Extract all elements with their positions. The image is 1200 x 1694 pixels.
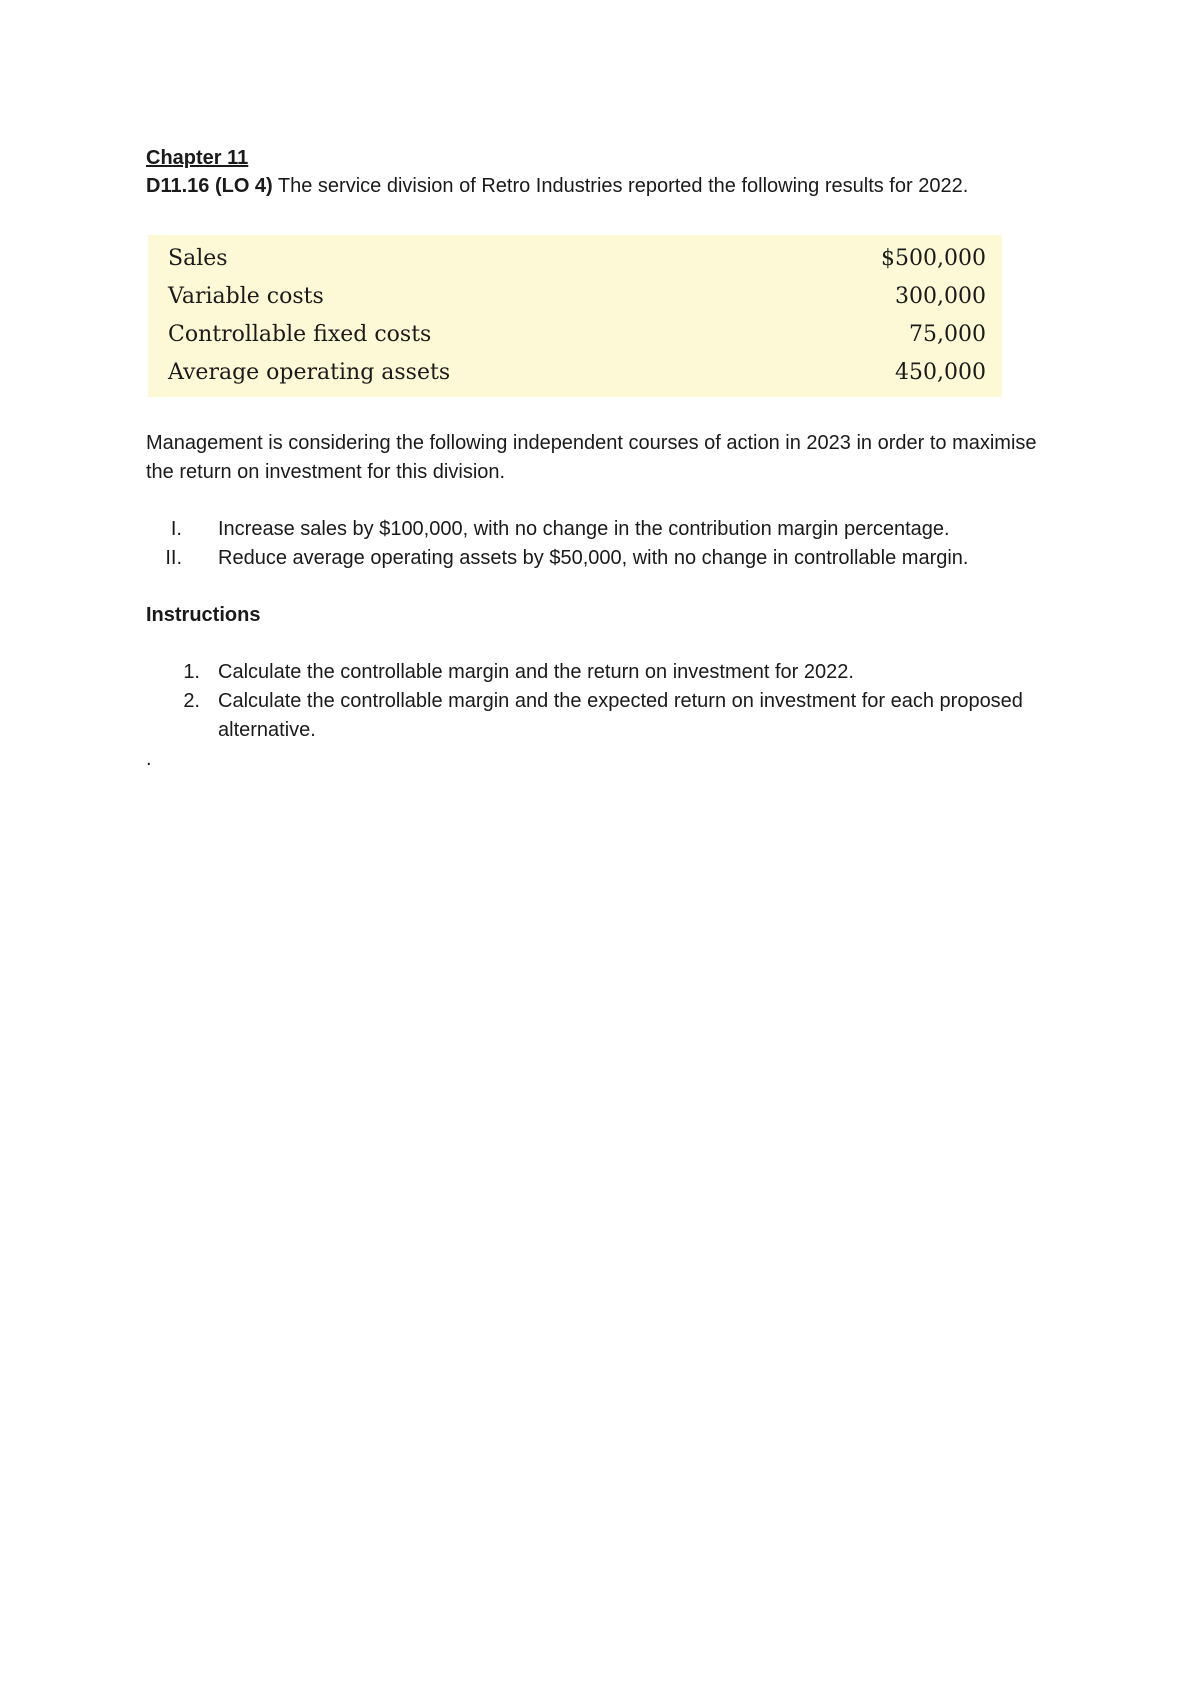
list-item — [146, 544, 1066, 573]
list-item — [146, 515, 1066, 544]
list-item — [146, 658, 1038, 687]
results-table — [148, 235, 1002, 397]
table-row — [148, 353, 1002, 397]
row-value: $500,000 — [881, 245, 986, 271]
row-value: 300,000 — [895, 283, 986, 309]
list-item-text: Calculate the controllable margin and the return on investment for 2022. — [218, 661, 854, 683]
chapter-title: Chapter 11 — [146, 147, 249, 169]
row-label: Controllable fixed costs — [168, 321, 432, 347]
document-page — [146, 144, 1066, 774]
row-value: 450,000 — [895, 359, 986, 385]
list-marker: 2. — [183, 690, 200, 712]
instructions-list — [146, 658, 1066, 745]
alternatives-list — [146, 515, 1066, 573]
problem-code: D11.16 (LO 4) — [146, 175, 273, 197]
list-marker: 1. — [183, 661, 200, 683]
row-value: 75,000 — [909, 321, 986, 347]
trailing-mark: . — [146, 748, 152, 770]
list-item-text: Calculate the controllable margin and the expected return on investment for each proposed alternative. — [218, 690, 1023, 741]
list-item-text: Reduce average operating assets by $50,000, with no change in controllable margin. — [218, 547, 969, 569]
problem-intro — [146, 172, 1026, 201]
row-label: Sales — [168, 245, 228, 271]
list-item — [146, 687, 1038, 745]
row-label: Variable costs — [168, 283, 324, 309]
table-row — [148, 235, 1002, 277]
management-paragraph: Management is considering the following independent courses of action in 2023 in order to maximise the return on investment for this division. — [146, 432, 1037, 483]
problem-intro-text: The service division of Retro Industries reported the following results for 2022. — [272, 175, 969, 197]
list-marker: I. — [170, 518, 182, 540]
instructions-heading: Instructions — [146, 604, 261, 626]
row-label: Average operating assets — [168, 359, 451, 385]
table-row — [148, 277, 1002, 315]
table-row — [148, 315, 1002, 353]
list-item-text: Increase sales by $100,000, with no change in the contribution margin percentage. — [218, 518, 950, 540]
list-marker: II. — [165, 547, 182, 569]
